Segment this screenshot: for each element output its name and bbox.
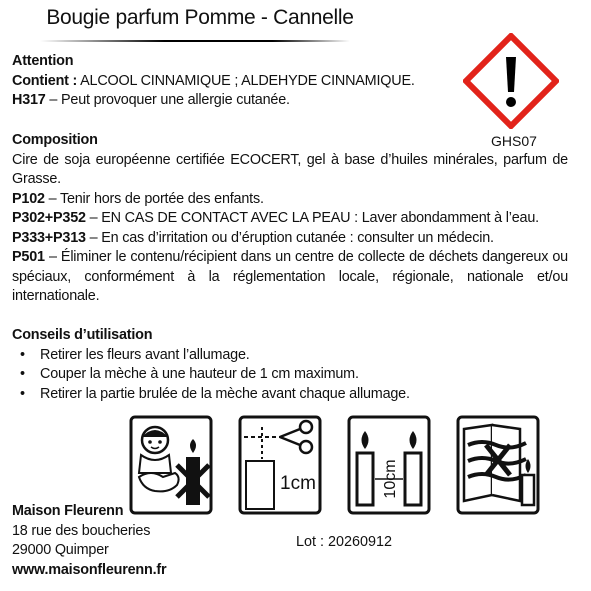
- composition-section: [12, 131, 568, 307]
- statement-p333-p313: [12, 229, 568, 249]
- conseils-list: [12, 346, 568, 405]
- no-draft-window-icon: [456, 415, 540, 515]
- composition-text: Cire de soja européenne certifiée ECOCERT, gel à base d’huiles minérales, parfum de Grasse.: [12, 151, 568, 187]
- exclamation-mark-hazard-icon: [463, 33, 559, 129]
- statement-code: P333+P313: [12, 229, 86, 246]
- spacing-label: 10cm: [382, 459, 399, 499]
- list-item-text: Retirer la partie brulée de la mèche avant chaque allumage.: [40, 385, 410, 402]
- list-item-text: Retirer les fleurs avant l’allumage.: [40, 346, 250, 363]
- attention-heading: Attention: [12, 53, 74, 69]
- bullet: •: [20, 366, 25, 382]
- brand-street: 18 rue des boucheries: [12, 522, 151, 539]
- brand-website: www.maisonfleurenn.fr: [12, 561, 167, 578]
- statement-text: – En cas d’irritation ou d’éruption cutanée : consulter un médecin.: [85, 229, 494, 246]
- statement-code: P501: [12, 249, 45, 265]
- conseils-heading: Conseils d’utilisation: [12, 327, 153, 343]
- product-title: Bougie parfum Pomme - Cannelle: [46, 6, 354, 29]
- list-item: [12, 365, 568, 385]
- h317-code: H317: [12, 92, 46, 108]
- conseils-section: [12, 326, 568, 404]
- bullet: •: [20, 385, 25, 402]
- list-item: [12, 385, 568, 405]
- brand-city: 29000 Quimper: [12, 542, 109, 558]
- candle-spacing-icon: [347, 415, 431, 515]
- h317-text: – Peut provoquer une allergie cutanée.: [45, 92, 290, 108]
- contient-text: ALCOOL CINNAMIQUE ; ALDEHYDE CINNAMIQUE.: [77, 72, 415, 89]
- statement-text: – Tenir hors de portée des enfants.: [44, 190, 264, 207]
- title-underline: [40, 40, 350, 42]
- contient-label: Contient :: [12, 72, 78, 89]
- statement-p102: [12, 190, 568, 210]
- statement-p501: [12, 248, 568, 307]
- list-item-text: Couper la mèche à une hauteur de 1 cm maximum.: [40, 366, 359, 382]
- list-item: [12, 346, 568, 366]
- statement-text: – Éliminer le contenu/récipient dans un centre de collecte de déchets dangereux ou spéciaux, conformément à la réglementation locale, régionale, nationale et/ou internationale.: [12, 249, 568, 304]
- statement-p302-p352: [12, 209, 568, 229]
- brand-block: [12, 502, 166, 580]
- child-and-animal-away-from-candle-icon: [129, 415, 213, 515]
- statement-code: P102: [12, 190, 45, 207]
- brand-name: Maison Fleurenn: [12, 503, 124, 519]
- lot-number: Lot : 20260912: [296, 534, 393, 550]
- bullet: •: [20, 346, 25, 363]
- statement-text: – EN CAS DE CONTACT AVEC LA PEAU : Laver abondamment à l’eau.: [85, 210, 539, 226]
- trim-wick-scissors-icon: [238, 415, 322, 515]
- composition-heading: Composition: [12, 132, 98, 148]
- statement-code: P302+P352: [12, 210, 86, 226]
- wick-length-label: 1cm: [280, 473, 316, 494]
- ghs-label: GHS07: [491, 133, 537, 149]
